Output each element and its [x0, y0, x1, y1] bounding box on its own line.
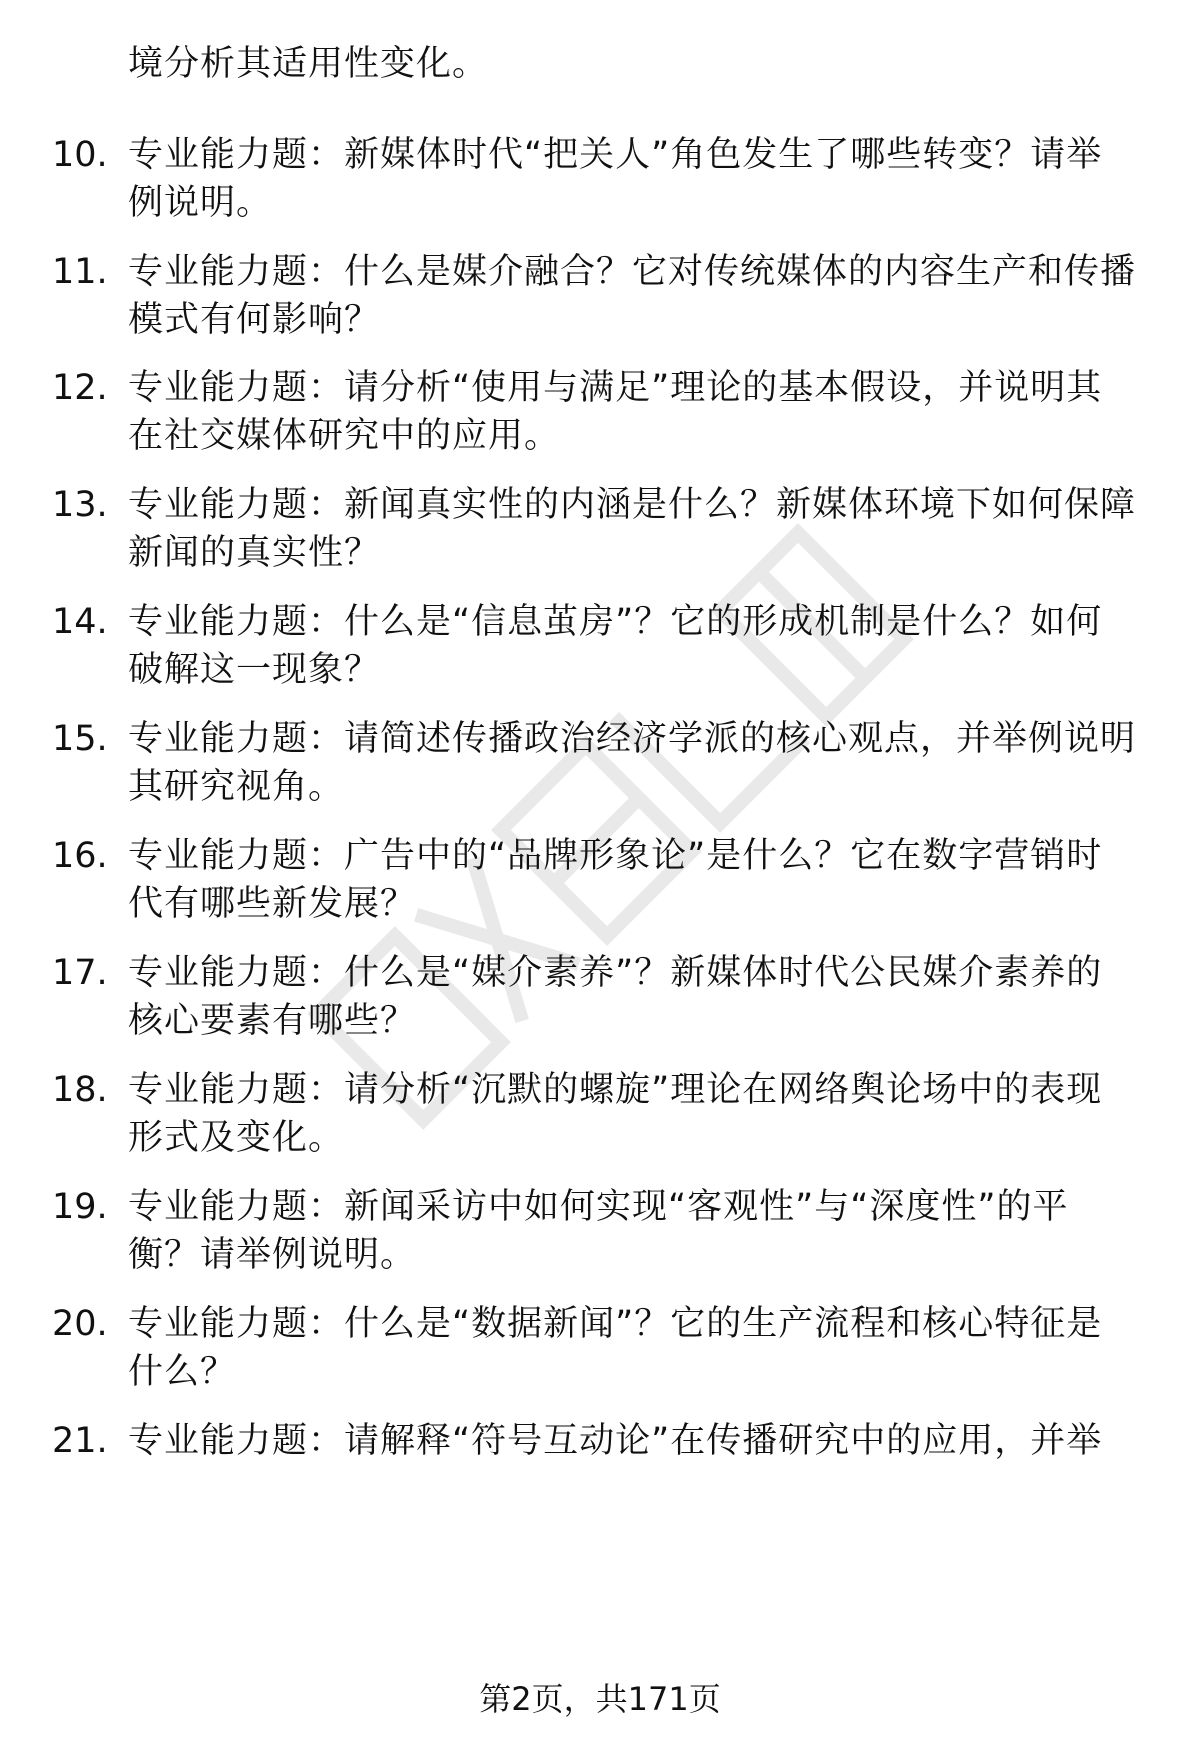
- list-item: [0, 364, 1200, 474]
- item-text-line1: 专业能力题：新闻真实性的内涵是什么？新媒体环境下如何保障: [128, 485, 1137, 525]
- item-number: 14.: [52, 602, 108, 642]
- item-text-line2: 形式及变化。: [128, 1118, 345, 1158]
- item-text-line2: 核心要素有哪些？: [128, 1001, 417, 1041]
- list-item: [0, 1183, 1200, 1293]
- item-text-line2: 其研究视角。: [128, 767, 345, 807]
- item-text-line1: 专业能力题：新媒体时代“把关人”角色发生了哪些转变？请举: [128, 135, 1103, 175]
- item-text-line2: 例说明。: [128, 183, 273, 223]
- item-text-line2: 模式有何影响？: [128, 300, 381, 340]
- item-text-line1: 专业能力题：什么是媒介融合？它对传统媒体的内容生产和传播: [128, 252, 1137, 292]
- page-footer: 第2页，共171页: [479, 1680, 721, 1718]
- list-item: [0, 248, 1200, 358]
- item-number: 21.: [52, 1421, 108, 1461]
- list-item: [0, 1066, 1200, 1176]
- item-text-line2: 衡？请举例说明。: [128, 1235, 417, 1275]
- item-text-line2: 新闻的真实性？: [128, 533, 381, 573]
- item-text-line2: 破解这一现象？: [128, 650, 381, 690]
- item-number: 11.: [52, 252, 108, 292]
- item-number: 17.: [52, 953, 108, 993]
- item-text-line1: 专业能力题：新闻采访中如何实现“客观性”与“深度性”的平: [128, 1187, 1069, 1227]
- continued-text-line: 境分析其适用性变化。: [128, 44, 489, 84]
- item-text-line1: 专业能力题：请分析“使用与满足”理论的基本假设，并说明其: [128, 368, 1103, 408]
- item-number: 12.: [52, 368, 108, 408]
- list-item: [0, 131, 1200, 241]
- list-item: [0, 1300, 1200, 1410]
- item-text-line1: 专业能力题：请解释“符号互动论”在传播研究中的应用，并举: [128, 1421, 1103, 1461]
- item-text-line2: 什么？: [128, 1352, 237, 1392]
- list-item: [0, 715, 1200, 825]
- list-item: [0, 598, 1200, 708]
- item-text-line1: 专业能力题：什么是“媒介素养”？新媒体时代公民媒介素养的: [128, 953, 1103, 993]
- list-item: [0, 1417, 1200, 1527]
- item-number: 13.: [52, 485, 108, 525]
- item-number: 10.: [52, 135, 108, 175]
- item-text-line1: 专业能力题：什么是“数据新闻”？它的生产流程和核心特征是: [128, 1304, 1103, 1344]
- item-text-line1: 专业能力题：广告中的“品牌形象论”是什么？它在数字营销时: [128, 836, 1103, 876]
- item-text-line1: 专业能力题：请分析“沉默的螺旋”理论在网络舆论场中的表现: [128, 1070, 1103, 1110]
- item-text-line2: 在社交媒体研究中的应用。: [128, 416, 561, 456]
- list-item: [0, 949, 1200, 1059]
- item-text-line1: 专业能力题：什么是“信息茧房”？它的形成机制是什么？如何: [128, 602, 1103, 642]
- item-number: 18.: [52, 1070, 108, 1110]
- list-item: [0, 481, 1200, 591]
- item-text-line2: 代有哪些新发展？: [128, 884, 417, 924]
- item-number: 20.: [52, 1304, 108, 1344]
- list-item: [0, 832, 1200, 942]
- item-number: 15.: [52, 719, 108, 759]
- item-number: 19.: [52, 1187, 108, 1227]
- item-text-line1: 专业能力题：请简述传播政治经济学派的核心观点，并举例说明: [128, 719, 1137, 759]
- item-number: 16.: [52, 836, 108, 876]
